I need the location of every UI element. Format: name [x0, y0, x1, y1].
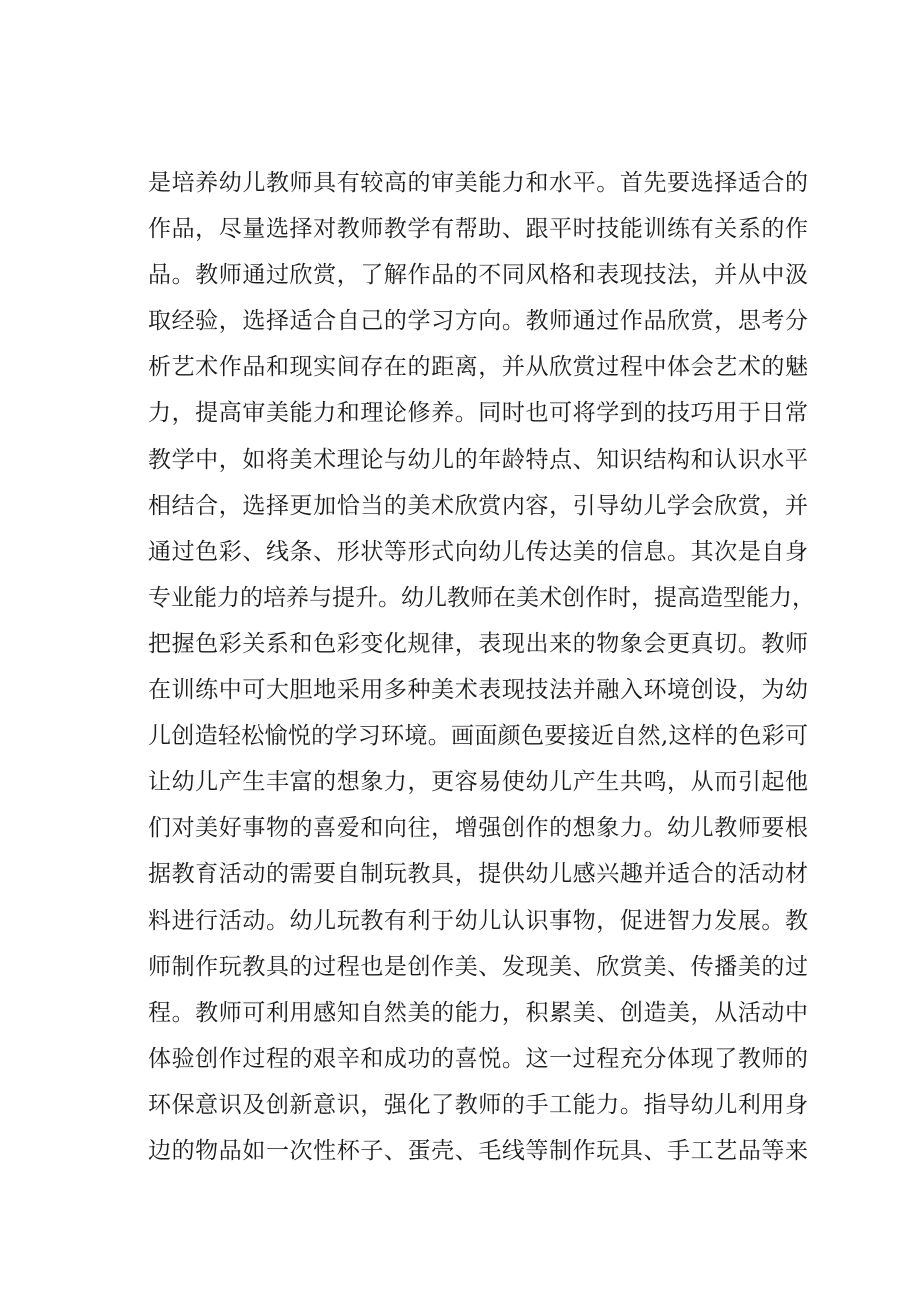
- text-line: 环保意识及创新意识，强化了教师的手工能力。指导幼儿利用身: [148, 1091, 808, 1118]
- text-line: 相结合，选择更加恰当的美术欣赏内容，引导幼儿学会欣赏，并: [148, 492, 808, 519]
- text-line: 力，提高审美能力和理论修养。同时也可将学到的技巧用于日常: [148, 400, 808, 427]
- text-line: 在训练中可大胆地采用多种美术表现技法并融入环境创设，为幼: [148, 677, 808, 704]
- text-line: 们对美好事物的喜爱和向往，增强创作的想象力。幼儿教师要根: [148, 815, 808, 842]
- text-line: 通过色彩、线条、形状等形式向幼儿传达美的信息。其次是自身: [148, 538, 808, 565]
- text-line: 据教育活动的需要自制玩教具，提供幼儿感兴趣并适合的活动材: [148, 861, 808, 888]
- text-line: 让幼儿产生丰富的想象力，更容易使幼儿产生共鸣，从而引起他: [148, 769, 808, 796]
- text-line: 取经验，选择适合自己的学习方向。教师通过作品欣赏，思考分: [148, 308, 808, 335]
- text-line: 体验创作过程的艰辛和成功的喜悦。这一过程充分体现了教师的: [148, 1045, 808, 1072]
- text-line: 料进行活动。幼儿玩教有利于幼儿认识事物，促进智力发展。教: [148, 907, 808, 934]
- text-line: 作品，尽量选择对教师教学有帮助、跟平时技能训练有关系的作: [148, 216, 808, 243]
- text-line: 专业能力的培养与提升。幼儿教师在美术创作时，提高造型能力，: [148, 584, 815, 611]
- body-paragraph: [148, 160, 815, 1174]
- text-line: 品。教师通过欣赏，了解作品的不同风格和表现技法，并从中汲: [148, 262, 808, 289]
- text-line: 程。教师可利用感知自然美的能力，积累美、创造美，从活动中: [148, 999, 808, 1026]
- text-line: 教学中，如将美术理论与幼儿的年龄特点、知识结构和认识水平: [148, 446, 808, 473]
- text-line: 儿创造轻松愉悦的学习环境。画面颜色要接近自然,这样的色彩可: [148, 723, 808, 750]
- text-line: 是培养幼儿教师具有较高的审美能力和水平。首先要选择适合的: [148, 170, 808, 196]
- text-line: 把握色彩关系和色彩变化规律，表现出来的物象会更真切。教师: [148, 630, 808, 657]
- text-line: 析艺术作品和现实间存在的距离，并从欣赏过程中体会艺术的魅: [148, 354, 808, 381]
- text-line: 边的物品如一次性杯子、蛋壳、毛线等制作玩具、手工艺品等来: [148, 1137, 808, 1164]
- text-line: 师制作玩教具的过程也是创作美、发现美、欣赏美、传播美的过: [148, 953, 808, 980]
